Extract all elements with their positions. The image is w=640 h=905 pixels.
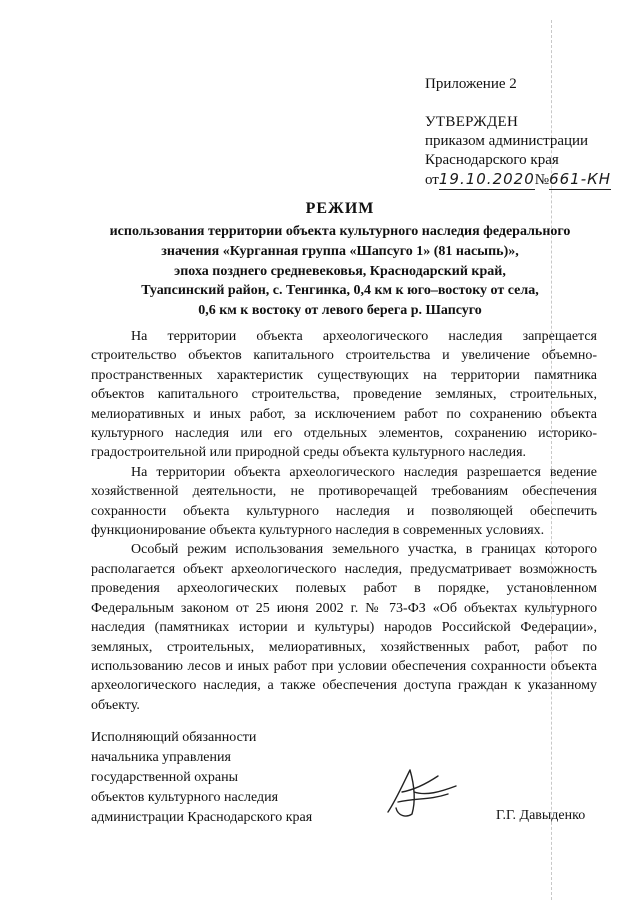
approved-heading: УТВЕРЖДЕН bbox=[425, 114, 519, 130]
paragraph-special-regime: Особый режим использования земельного участка, в границах которого располагается объект археологического наследия, предусматривает возможность проведения археологических полевых работ в порядке, установленном Федеральным законом от 25 июня 2002 г. № 73-ФЗ «Об объектах культурного наследия (памятниках истории и культуры) народов Российской Федерации», земляных, строительных, мелиоративных, хозяйственных работ, работ по использованию лесов и иных работ при условии обеспечения сохранности объекта археологического наследия, а также обеспечения доступа граждан к указанному объекту. bbox=[91, 542, 597, 713]
signer-block bbox=[91, 728, 312, 828]
subtitle-line: использования территории объекта культурного наследия федерального bbox=[109, 224, 571, 239]
document-subtitle bbox=[60, 222, 620, 321]
appendix-label: Приложение 2 bbox=[425, 76, 517, 92]
order-by-line-2: Краснодарского края bbox=[425, 152, 559, 168]
signer-line: начальника управления bbox=[91, 750, 231, 765]
subtitle-line: эпоха позднего средневековья, Краснодарский край, bbox=[174, 263, 506, 279]
signer-line: Исполняющий обязанности bbox=[91, 730, 257, 745]
order-by-line-1: приказом администрации bbox=[425, 133, 589, 149]
subtitle-line: значения «Курганная группа «Шапсуго 1» (81 насыпь)», bbox=[161, 243, 519, 259]
signer-line: администрации Краснодарского края bbox=[91, 810, 313, 825]
handwritten-signature bbox=[368, 762, 468, 822]
signer-name: Г.Г. Давыденко bbox=[496, 808, 586, 823]
subtitle-line: 0,6 км к востоку от левого берега р. Шапсуго bbox=[198, 303, 482, 319]
order-number-sign: № bbox=[534, 172, 550, 188]
subtitle-line: Туапсинский район, с. Тенгинка, 0,4 км к юго–востоку от села, bbox=[141, 283, 539, 299]
document-title: РЕЖИМ bbox=[305, 200, 375, 217]
order-date-line bbox=[425, 170, 611, 190]
paragraph-prohibitions: На территории объекта археологического наследия запрещается строительство объектов капитального строительства и увеличение объемно-пространственных характеристик существующих на территории памятника объектов капитального строительства, проведение земляных, строительных, мелиоративных и иных работ, за исключением работ по сохранению объекта культурного наследия или его отдельных элементов, сохранению историко-градостроительной или природной среды объекта культурного наследия. bbox=[91, 329, 597, 461]
signer-line: объектов культурного наследия bbox=[91, 790, 279, 805]
approval-block bbox=[425, 113, 611, 190]
order-date: 19.10.2020 bbox=[438, 170, 535, 188]
order-number: 661-КН bbox=[549, 170, 612, 188]
signer-line: государственной охраны bbox=[91, 770, 239, 785]
paragraph-permissions: На территории объекта археологического наследия разрешается ведение хозяйственной деятельности, не противоречащей требованиям обеспечения сохранности объекта культурного наследия и позволяющей обеспечить функционирование объекта культурного наследия в современных условиях. bbox=[91, 464, 597, 539]
order-prefix: от bbox=[425, 172, 439, 188]
document-body bbox=[91, 327, 597, 715]
